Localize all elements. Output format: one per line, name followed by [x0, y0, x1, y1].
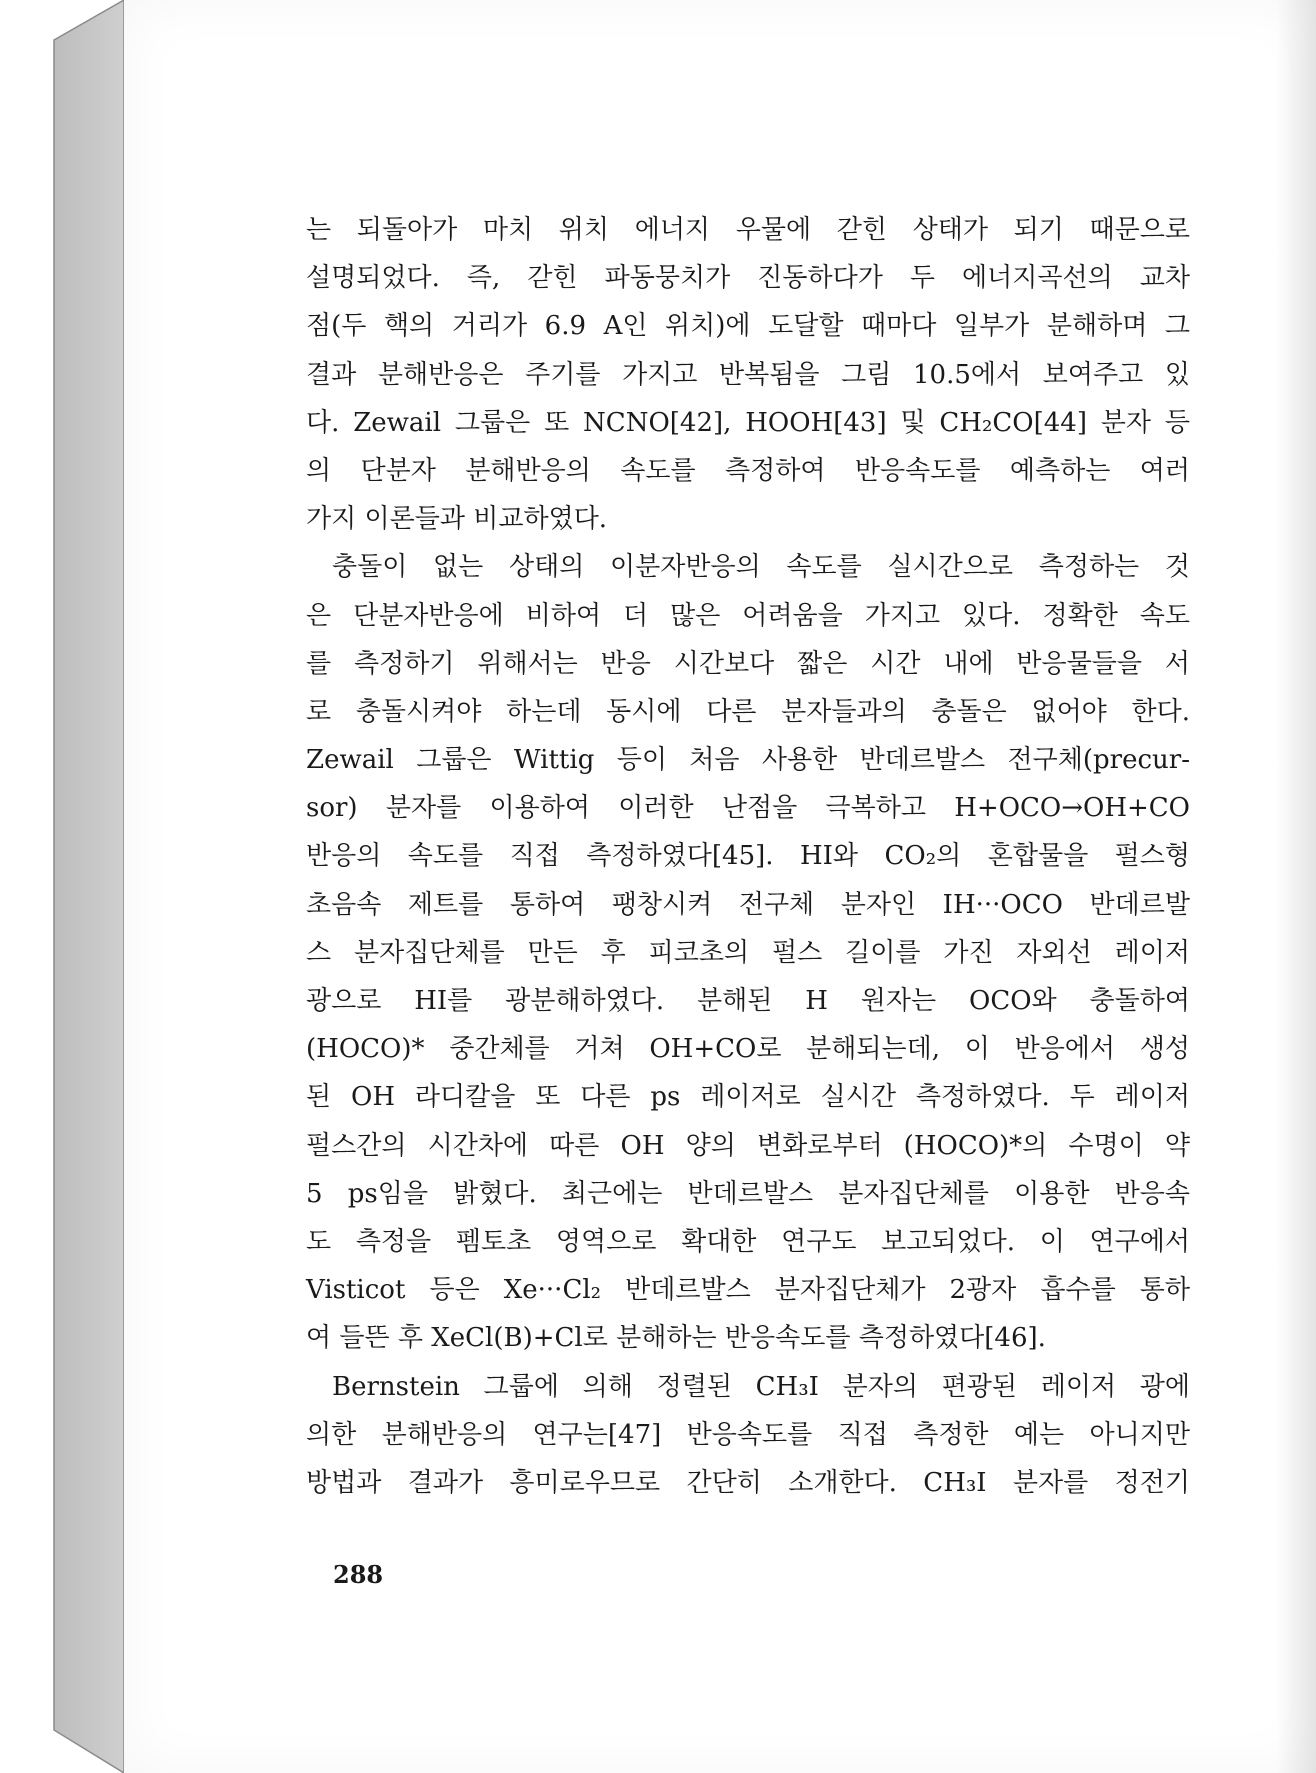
- text-line: 충돌이 없는 상태의 이분자반응의 속도를 실시간으로 측정하는 것: [332, 552, 1190, 583]
- text-line: 된 OH 라디칼을 또 다른 ps 레이저로 실시간 측정하였다. 두 레이저: [306, 1082, 1190, 1113]
- page-edge-shadow: [1276, 0, 1316, 1773]
- text-line: 의 단분자 분해반응의 속도를 측정하여 반응속도를 예측하는 여러: [306, 455, 1190, 486]
- text-line: 초음속 제트를 통하여 팽창시켜 전구체 분자인 IH···OCO 반데르발: [306, 889, 1190, 920]
- page-number: 288: [333, 1560, 384, 1589]
- text-line: 5 ps임을 밝혔다. 최근에는 반데르발스 분자집단체를 이용한 반응속: [306, 1178, 1190, 1209]
- text-line: 의한 분해반응의 연구는[47] 반응속도를 직접 측정한 예는 아니지만: [306, 1419, 1190, 1450]
- text-line: 광으로 HI를 광분해하였다. 분해된 H 원자는 OCO와 충돌하여: [306, 986, 1190, 1016]
- text-line: 반응의 속도를 직접 측정하였다[45]. HI와 CO₂의 혼합물을 펄스형: [306, 841, 1190, 872]
- text-line: 점(두 핵의 거리가 6.9 A인 위치)에 도달할 때마다 일부가 분해하며 그: [306, 311, 1190, 342]
- text-line: Visticot 등은 Xe···Cl₂ 반데르발스 분자집단체가 2광자 흡수를 통하: [306, 1275, 1190, 1306]
- text-line: 여 들뜬 후 XeCl(B)+Cl로 분해하는 반응속도를 측정하였다[46].: [306, 1323, 1046, 1354]
- text-line: 설명되었다. 즉, 갇힌 파동뭉치가 진동하다가 두 에너지곡선의 교차: [306, 263, 1190, 294]
- text-line: 방법과 결과가 흥미로우므로 간단히 소개한다. CH₃I 분자를 정전기: [306, 1467, 1190, 1498]
- text-line: 를 측정하기 위해서는 반응 시간보다 짧은 시간 내에 반응물들을 서: [306, 648, 1190, 679]
- text-line: 로 충돌시켜야 하는데 동시에 다른 분자들과의 충돌은 없어야 한다.: [306, 696, 1190, 727]
- text-line: 결과 분해반응은 주기를 가지고 반복됨을 그림 10.5에서 보여주고 있: [306, 359, 1190, 390]
- text-line: Bernstein 그룹에 의해 정렬된 CH₃I 분자의 편광된 레이저 광에: [332, 1371, 1190, 1402]
- text-line: 도 측정을 펨토초 영역으로 확대한 연구도 보고되었다. 이 연구에서: [306, 1226, 1190, 1257]
- text-line: 는 되돌아가 마치 위치 에너지 우물에 갇힌 상태가 되기 때문으로: [306, 215, 1190, 245]
- text-line: 다. Zewail 그룹은 또 NCNO[42], HOOH[43] 및 CH₂CO[44] 분자 등: [306, 407, 1190, 438]
- text-line: 가지 이론들과 비교하였다.: [306, 504, 608, 535]
- text-line: 스 분자집단체를 만든 후 피코초의 펄스 길이를 가진 자외선 레이저: [306, 937, 1190, 968]
- text-line: sor) 분자를 이용하여 이러한 난점을 극복하고 H+OCO→OH+CO: [306, 793, 1190, 824]
- text-line: Zewail 그룹은 Wittig 등이 처음 사용한 반데르발스 전구체(precur-: [306, 745, 1190, 776]
- text-line: 은 단분자반응에 비하여 더 많은 어려움을 가지고 있다. 정확한 속도: [306, 600, 1190, 631]
- text-line: 펄스간의 시간차에 따른 OH 양의 변화로부터 (HOCO)*의 수명이 약: [306, 1130, 1190, 1161]
- text-line: (HOCO)* 중간체를 거쳐 OH+CO로 분해되는데, 이 반응에서 생성: [306, 1034, 1190, 1065]
- body-text: [306, 206, 1190, 1507]
